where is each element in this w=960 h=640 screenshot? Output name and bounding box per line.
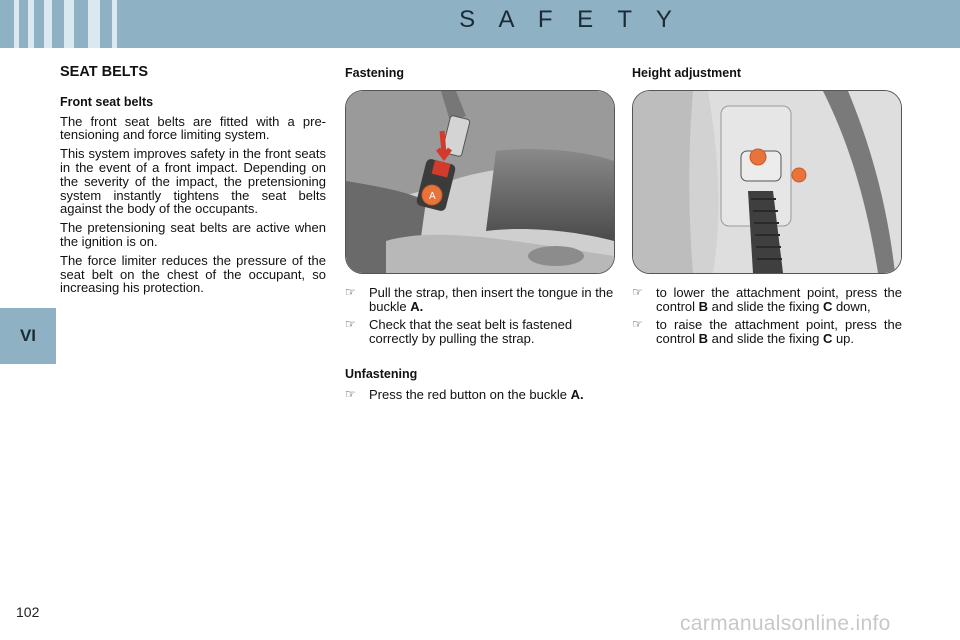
fastening-column [345,67,615,407]
fastening-illustration [345,90,615,274]
section-heading: SEAT BELTS [60,64,149,80]
height-adjustment-heading: Height adjustment [632,66,742,80]
unfastening-heading: Unfastening [345,366,418,381]
pointing-hand-icon: ☞ [632,317,643,332]
seat-belts-column [60,66,326,300]
height-adjustment-illustration [632,90,902,274]
page-title: S A F E T Y [459,6,681,33]
paragraph: The force limiter reduces the pressure of the seat belt on the chest of the occupant, so increasing his protection. [60,252,326,296]
paragraph: The front seat belts are fitted with a pre-tensioning and force limiting system. [60,113,326,143]
header-stripe [14,0,19,48]
height-adjustment-steps [632,286,902,346]
subsection-heading: Front seat belts [60,94,154,109]
header-stripe [112,0,117,48]
header-bar [0,0,960,48]
paragraph: The pretensioning seat belts are active when the ignition is on. [60,220,326,249]
list-item: ☞ to lower the attachment point, press the control B and slide the fixing C down, [632,284,902,314]
unfastening-steps [345,388,615,402]
list-item: ☞ Check that the seat belt is fastened correctly by pulling the strap. [345,317,573,347]
chapter-tab: VI [0,308,56,364]
height-adjustment-column [632,67,902,351]
list-item: ☞ Press the red button on the buckle A. [345,386,584,402]
pointing-hand-icon: ☞ [632,284,643,299]
fastening-steps [345,286,615,346]
watermark: carmanualsonline.info [680,612,891,635]
header-stripe [88,0,100,48]
fastening-heading: Fastening [345,66,405,80]
header-stripe [44,0,52,48]
page-number: 102 [16,604,40,620]
pointing-hand-icon: ☞ [345,317,356,332]
paragraph: This system improves safety in the front seats in the event of a front impact. Depending on the severity of the impact, the pretensioning system instantly tightens the seat belts against the body of the occupants. [60,146,326,217]
svg-text:A: A [429,190,436,202]
header-stripe [64,0,74,48]
header-stripe [28,0,34,48]
pointing-hand-icon: ☞ [345,284,356,299]
list-item: ☞ Pull the strap, then insert the tongue in the buckle A. [345,284,614,314]
list-item: ☞ to raise the attachment point, press the control B and slide the fixing C up. [632,317,902,347]
pointing-hand-icon: ☞ [345,386,356,401]
